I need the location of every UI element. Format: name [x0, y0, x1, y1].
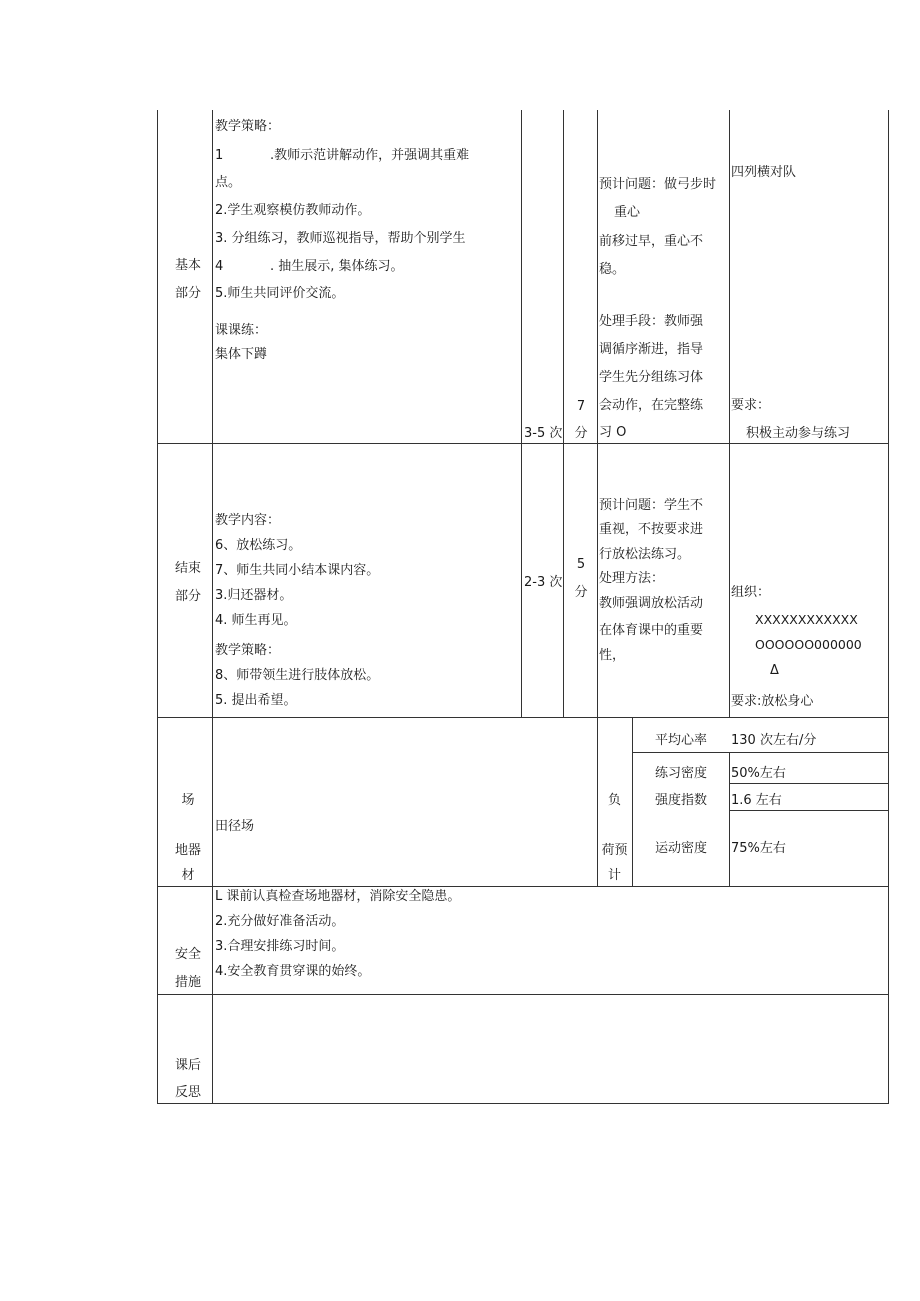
ending-formation-row-1: XXXXXXXXXXXX	[755, 612, 858, 627]
ending-problem-line: 在体育课中的重要	[599, 623, 704, 638]
safety-item: L 课前认真检查场地器材，消除安全隐患。	[215, 889, 461, 904]
basic-item5: 5.师生共同评价交流。	[215, 286, 345, 301]
load-label-1: 负	[607, 793, 621, 808]
basic-handling-line: 会动作，在完整练	[599, 398, 704, 413]
ending-organization-label: 组织：	[731, 585, 771, 600]
reflection-label-1: 课后	[174, 1058, 201, 1073]
teacher-position-icon: Δ	[770, 663, 779, 678]
safety-item: 3.合理安排练习时间。	[215, 939, 345, 954]
ending-formation-row-2: OOOOOO000000	[755, 637, 862, 652]
basic-times: 3-5 次	[524, 426, 563, 441]
basic-problem-line: 稳。	[599, 262, 626, 277]
ending-minutes-unit: 分	[574, 585, 588, 600]
basic-item3: 3. 分组练习，教师巡视指导，帮助个别学生	[215, 231, 466, 246]
ending-strategy-title: 教学策略：	[215, 643, 281, 658]
basic-section-label-2: 部分	[174, 286, 201, 301]
load-label-2: 荷预	[601, 843, 628, 858]
basic-handling-line: 学生先分组练习体	[599, 370, 704, 385]
load-metric-name: 运动密度	[654, 841, 707, 856]
basic-section-label-1: 基本	[174, 258, 201, 273]
load-label-3: 计	[607, 868, 621, 883]
ending-times: 2-3 次	[524, 575, 563, 590]
ending-content-item: 4. 师生再见。	[215, 613, 297, 628]
basic-handling-line: 习 O	[599, 425, 627, 440]
basic-practice-title: 课课练：	[215, 323, 268, 338]
ending-strategy-item: 5. 提出希望。	[215, 693, 297, 708]
basic-item1-number: 1	[215, 148, 224, 163]
ending-problem-line: 教师强调放松活动	[599, 596, 704, 611]
basic-requirement-label: 要求：	[731, 398, 771, 413]
safety-label-2: 措施	[174, 975, 201, 990]
reflection-content-area	[213, 995, 888, 1103]
basic-handling-line: 处理手段：教师强	[599, 314, 704, 329]
load-metric-value: 50%左右	[731, 766, 786, 781]
basic-item4-text: . 抽生展示, 集体练习。	[270, 259, 404, 274]
ending-strategy-item: 8、师带领生进行肢体放松。	[215, 668, 380, 683]
basic-item1-continued: 点。	[215, 175, 242, 190]
basic-problem-line: 重心	[614, 205, 641, 220]
basic-strategy-title: 教学策略：	[215, 119, 281, 134]
load-metric-name: 练习密度	[654, 766, 707, 781]
basic-minutes-unit: 分	[574, 426, 588, 441]
basic-minutes-number: 7	[576, 399, 586, 414]
basic-handling-line: 调循序渐进，指导	[599, 342, 704, 357]
venue-value: 田径场	[215, 819, 255, 834]
basic-problem-line: 预计问题：做弓步时	[599, 177, 717, 192]
ending-requirement: 要求:放松身心	[731, 694, 814, 709]
ending-section-label-2: 部分	[174, 589, 201, 604]
ending-problem-line: 处理方法：	[599, 571, 665, 586]
basic-item1-text: .教师示范讲解动作，并强调其重难	[270, 148, 470, 163]
venue-label-2: 地器	[174, 843, 201, 858]
safety-item: 2.充分做好准备活动。	[215, 914, 345, 929]
venue-label-1: 场	[181, 793, 195, 808]
ending-content-item: 3.归还器材。	[215, 588, 293, 603]
ending-problem-line: 预计问题：学生不	[599, 498, 704, 513]
reflection-label-2: 反思	[174, 1085, 201, 1100]
load-metric-value: 130 次左右/分	[731, 733, 817, 748]
load-metric-value: 75%左右	[731, 841, 786, 856]
load-metric-name: 强度指数	[654, 793, 707, 808]
ending-minutes-number: 5	[576, 557, 586, 572]
basic-practice: 集体下蹲	[215, 347, 268, 362]
load-metric-value: 1.6 左右	[731, 793, 782, 808]
ending-problem-line: 行放松法练习。	[599, 547, 691, 562]
ending-problem-line: 重视，不按要求进	[599, 522, 704, 537]
basic-item2: 2.学生观察模仿教师动作。	[215, 203, 371, 218]
safety-label-1: 安全	[174, 947, 201, 962]
ending-content-title: 教学内容：	[215, 513, 281, 528]
venue-label-3: 材	[181, 868, 195, 883]
basic-requirement: 积极主动参与练习	[746, 426, 851, 441]
ending-section-label-1: 结束	[174, 561, 201, 576]
basic-item4-number: 4	[215, 259, 224, 274]
basic-formation: 四列横对队	[731, 165, 797, 180]
ending-problem-line: 性，	[599, 648, 626, 663]
safety-item: 4.安全教育贯穿课的始终。	[215, 964, 371, 979]
load-metric-name: 平均心率	[654, 733, 707, 748]
basic-problem-line: 前移过早，重心不	[599, 234, 704, 249]
ending-content-item: 6、放松练习。	[215, 538, 302, 553]
ending-content-item: 7、师生共同小结本课内容。	[215, 563, 380, 578]
